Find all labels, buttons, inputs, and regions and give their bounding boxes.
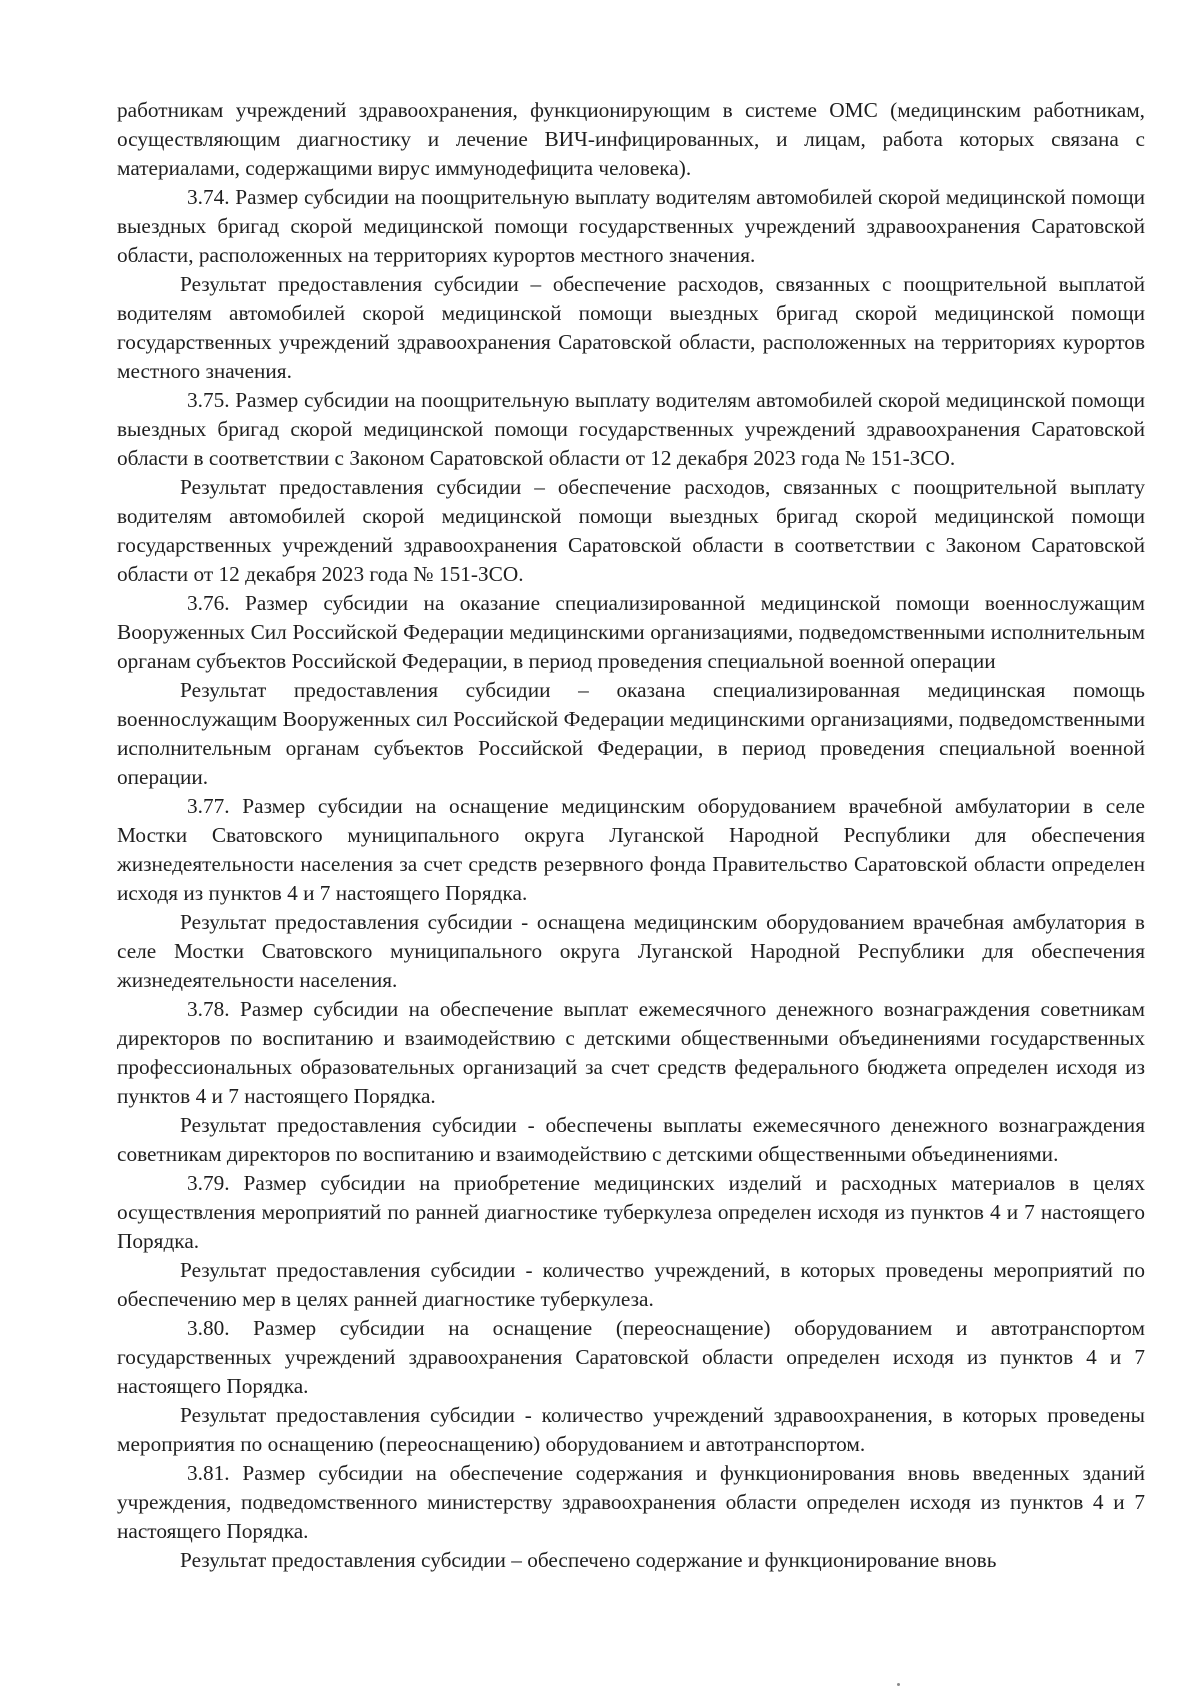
paragraph-3-75-result: Результат предоставления субсидии – обеспечение расходов, связанных с поощрительной выплату водителям автомобилей скорой медицинской помощи выездных бригад скорой медицинской помощи государственных учреждений здравоохранения Саратовской области в соответствии с Законом Саратовской области от 12 декабря 2023 года № 151-ЗСО. xyxy=(117,475,1145,586)
paragraph-3-77: 3.77. Размер субсидии на оснащение медицинским оборудованием врачебной амбулатории в селе Мостки Сватовского муниципального округа Луганской Народной Республики для обеспечения жизнедеятельности населения за счет средств резервного фонда Правительство Саратовской области определен исходя из пунктов 4 и 7 настоящего Порядка. xyxy=(117,794,1145,905)
paragraph-3-75: 3.75. Размер субсидии на поощрительную выплату водителям автомобилей скорой медицинской помощи выездных бригад скорой медицинской помощи государственных учреждений здравоохранения Саратовской области в соответствии с Законом Саратовской области от 12 декабря 2023 года № 151-ЗСО. xyxy=(117,388,1145,470)
paragraph-3-74-result: Результат предоставления субсидии – обеспечение расходов, связанных с поощрительной выплатой водителям автомобилей скорой медицинской помощи выездных бригад скорой медицинской помощи государственных учреждений здравоохранения Саратовской области, расположенных на территориях курортов местного значения. xyxy=(117,272,1145,383)
paragraph-3-79-result: Результат предоставления субсидии - количество учреждений, в которых проведены мероприятий по обеспечению мер в целях ранней диагностике туберкулеза. xyxy=(117,1258,1145,1311)
paragraph-3-74: 3.74. Размер субсидии на поощрительную выплату водителям автомобилей скорой медицинской помощи выездных бригад скорой медицинской помощи государственных учреждений здравоохранения Саратовской области, расположенных на территориях курортов местного значения. xyxy=(117,185,1145,267)
document-body xyxy=(117,96,1145,1575)
paragraph-3-76: 3.76. Размер субсидии на оказание специализированной медицинской помощи военнослужащим Вооруженных Сил Российской Федерации медицинскими организациями, подведомственными исполнительным органам субъектов Российской Федерации, в период проведения специальной военной операции xyxy=(117,591,1145,673)
scan-speck xyxy=(897,1683,900,1686)
paragraph-continuation-oms: работникам учреждений здравоохранения, функционирующим в системе ОМС (медицинским работникам, осуществляющим диагностику и лечение ВИЧ-инфицированных, и лицам, работа которых связана с материалами, содержащими вирус иммунодефицита человека). xyxy=(117,98,1145,180)
paragraph-3-80: 3.80. Размер субсидии на оснащение (переоснащение) оборудованием и автотранспортом государственных учреждений здравоохранения Саратовской области определен исходя из пунктов 4 и 7 настоящего Порядка. xyxy=(117,1316,1145,1398)
paragraph-3-76-result: Результат предоставления субсидии – оказана специализированная медицинская помощь военнослужащим Вооруженных сил Российской Федерации медицинскими организациями, подведомственными исполнительным органам субъектов Российской Федерации, в период проведения специальной военной операции. xyxy=(117,678,1145,789)
paragraph-3-77-result: Результат предоставления субсидии - оснащена медицинским оборудованием врачебная амбулатория в селе Мостки Сватовского муниципального округа Луганской Народной Республики для обеспечения жизнедеятельности населения. xyxy=(117,910,1145,992)
paragraph-3-78-result: Результат предоставления субсидии - обеспечены выплаты ежемесячного денежного вознаграждения советникам директоров по воспитанию и взаимодействию с детскими общественными объединениями. xyxy=(117,1113,1145,1166)
paragraph-3-81-result: Результат предоставления субсидии – обеспечено содержание и функционирование вновь xyxy=(180,1548,997,1572)
paragraph-3-80-result: Результат предоставления субсидии - количество учреждений здравоохранения, в которых проведены мероприятия по оснащению (переоснащению) оборудованием и автотранспортом. xyxy=(117,1403,1145,1456)
paragraph-3-81: 3.81. Размер субсидии на обеспечение содержания и функционирования вновь введенных зданий учреждения, подведомственного министерству здравоохранения области определен исходя из пунктов 4 и 7 настоящего Порядка. xyxy=(117,1461,1145,1543)
paragraph-3-79: 3.79. Размер субсидии на приобретение медицинских изделий и расходных материалов в целях осуществления мероприятий по ранней диагностике туберкулеза определен исходя из пунктов 4 и 7 настоящего Порядка. xyxy=(117,1171,1145,1253)
paragraph-3-78: 3.78. Размер субсидии на обеспечение выплат ежемесячного денежного вознаграждения советникам директоров по воспитанию и взаимодействию с детскими общественными объединениями государственных профессиональных образовательных организаций за счет средств федерального бюджета определен исходя из пунктов 4 и 7 настоящего Порядка. xyxy=(117,997,1145,1108)
